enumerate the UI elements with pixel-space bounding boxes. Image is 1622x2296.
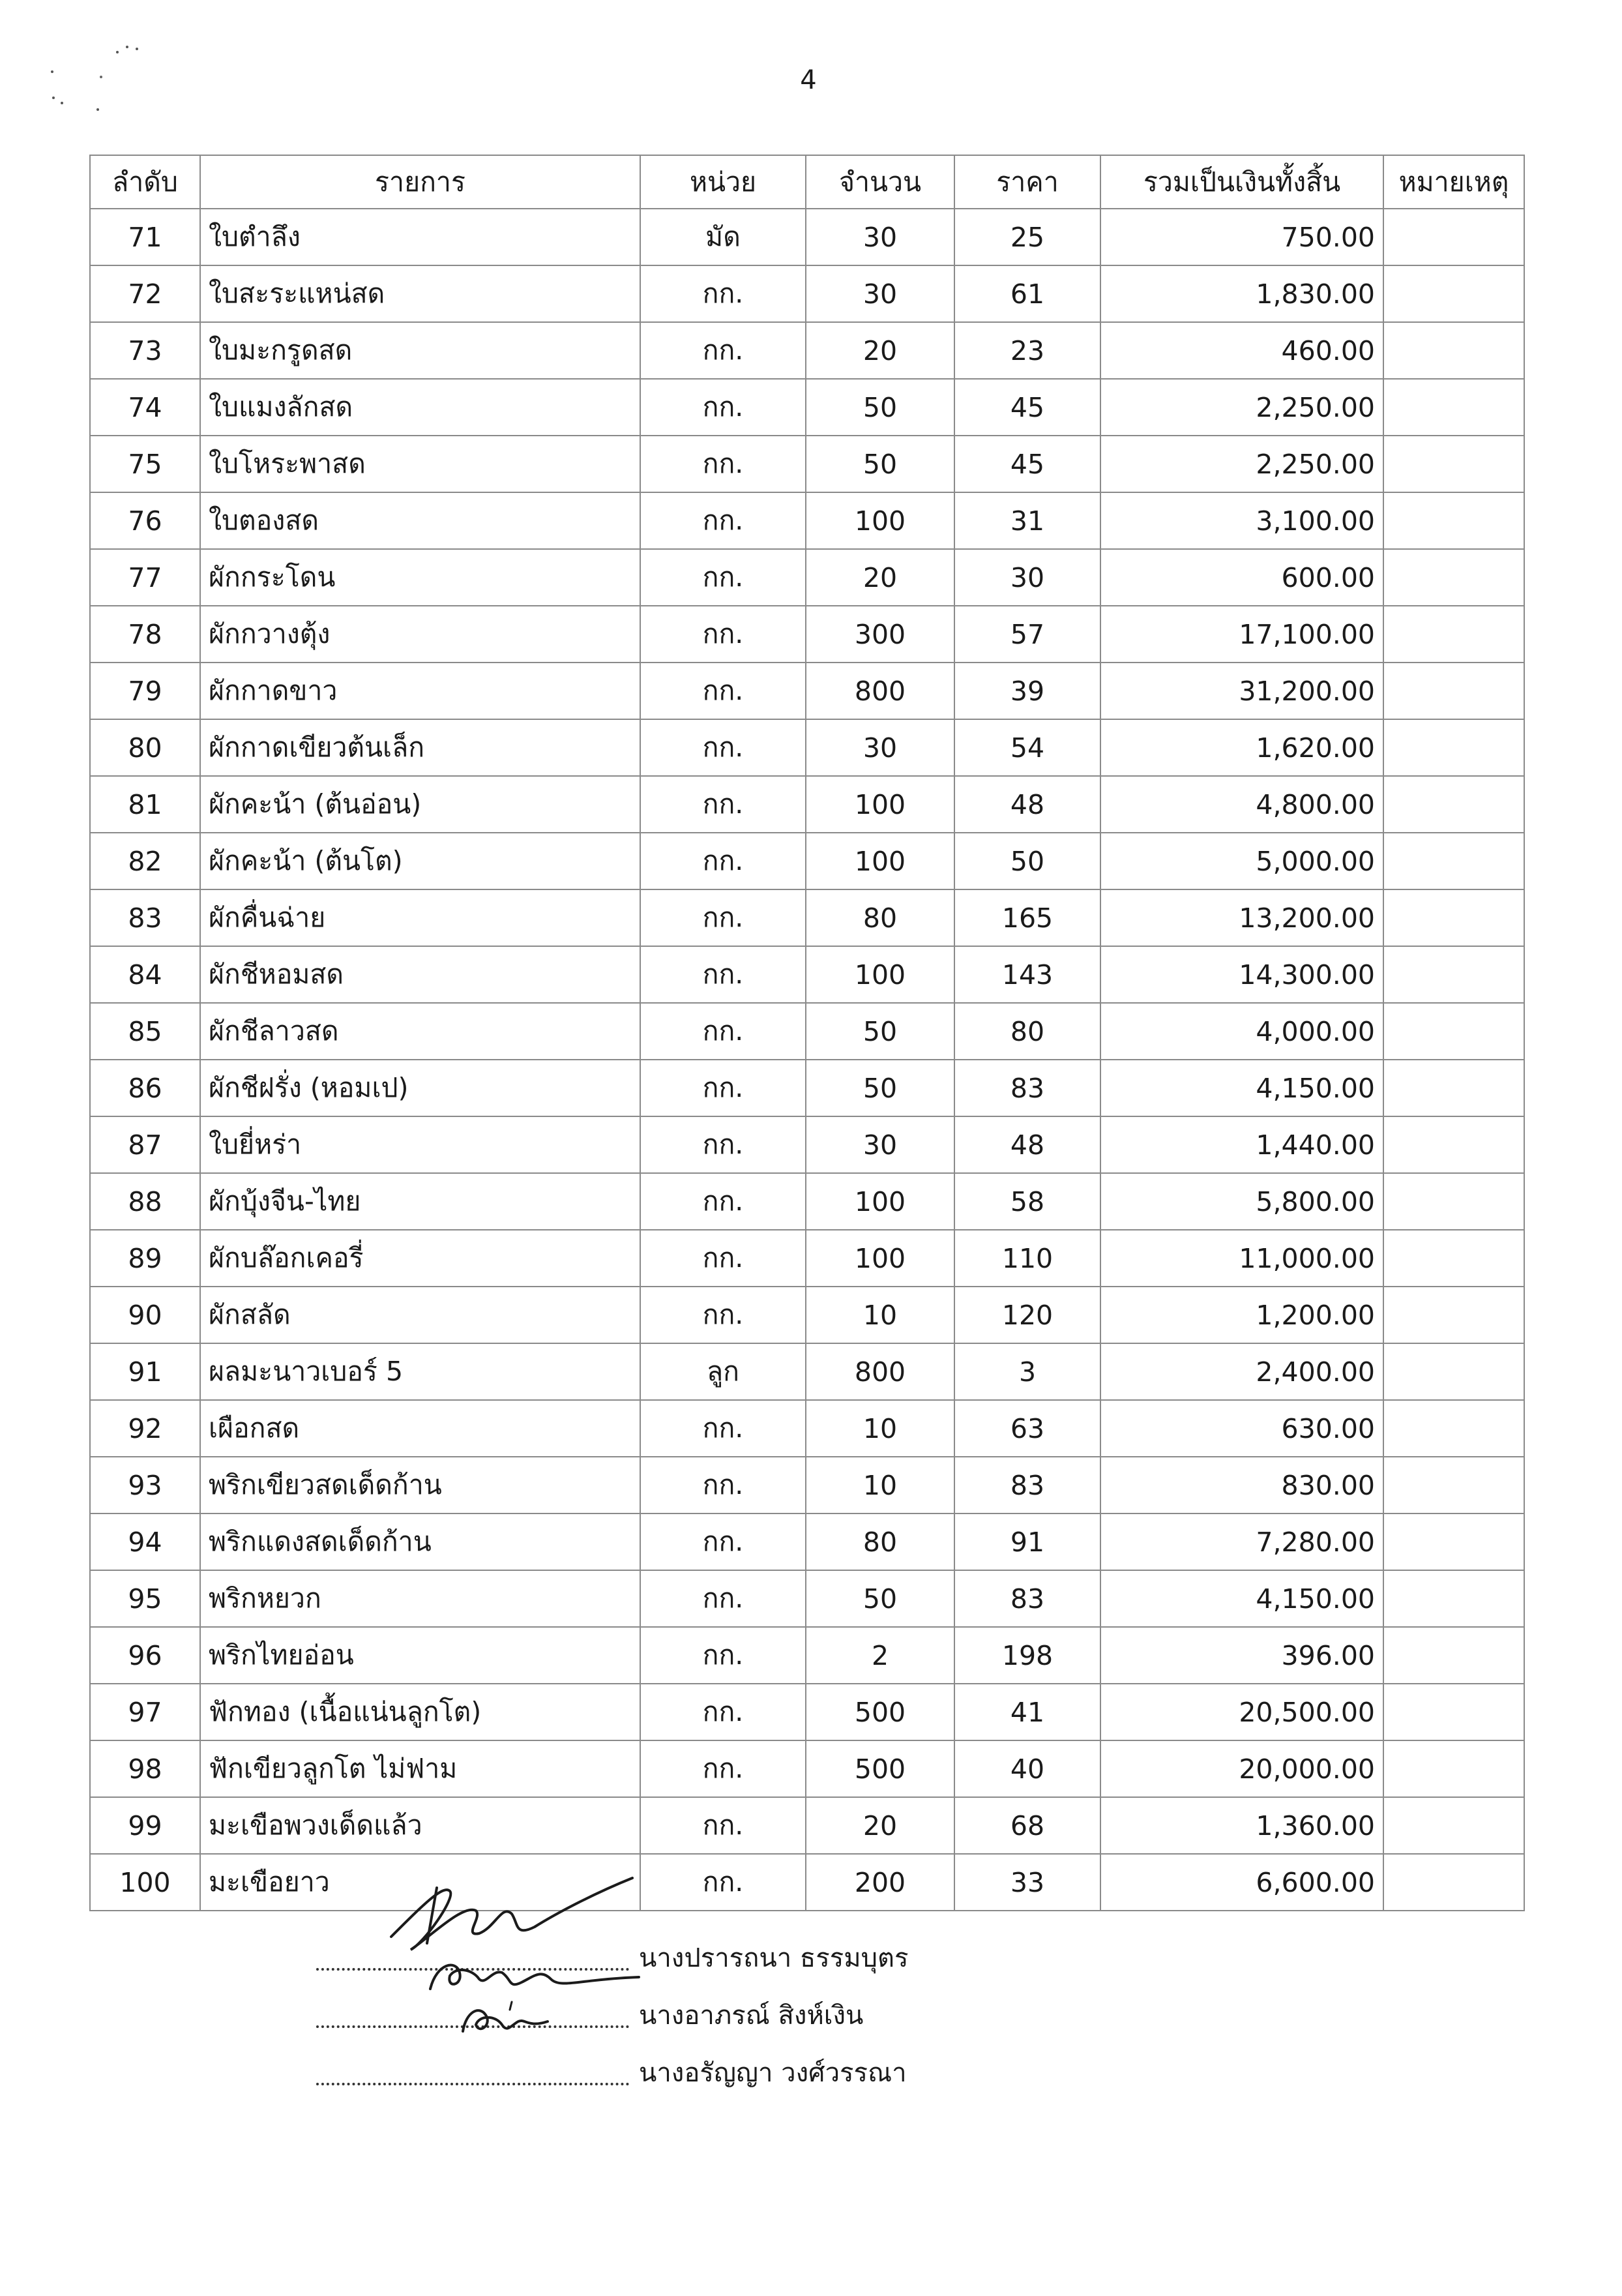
cell-remark xyxy=(1383,379,1524,436)
cell-item: ฟักเขียวลูกโต ไม่ฟาม xyxy=(200,1740,640,1797)
cell-no: 89 xyxy=(90,1230,200,1287)
cell-price: 110 xyxy=(954,1230,1100,1287)
cell-unit: กก. xyxy=(640,1116,806,1173)
cell-total: 3,100.00 xyxy=(1100,492,1383,549)
cell-remark xyxy=(1383,1287,1524,1343)
cell-price: 58 xyxy=(954,1173,1100,1230)
cell-qty: 100 xyxy=(806,946,954,1003)
cell-price: 54 xyxy=(954,719,1100,776)
cell-qty: 200 xyxy=(806,1854,954,1911)
cell-total: 460.00 xyxy=(1100,322,1383,379)
cell-item: ผักกระโดน xyxy=(200,549,640,606)
cell-remark xyxy=(1383,1740,1524,1797)
cell-no: 100 xyxy=(90,1854,200,1911)
cell-qty: 50 xyxy=(806,1003,954,1060)
cell-price: 48 xyxy=(954,776,1100,833)
cell-no: 99 xyxy=(90,1797,200,1854)
cell-price: 3 xyxy=(954,1343,1100,1400)
table-row xyxy=(90,1343,1524,1400)
cell-item: ผักกวางตุ้ง xyxy=(200,606,640,663)
cell-item: ผลมะนาวเบอร์ 5 xyxy=(200,1343,640,1400)
signatory-row xyxy=(316,1988,1033,2045)
cell-no: 72 xyxy=(90,265,200,322)
cell-unit: กก. xyxy=(640,1513,806,1570)
cell-price: 68 xyxy=(954,1797,1100,1854)
cell-remark xyxy=(1383,322,1524,379)
cell-price: 23 xyxy=(954,322,1100,379)
cell-unit: กก. xyxy=(640,379,806,436)
table-row xyxy=(90,833,1524,889)
cell-item: ใบตำลึง xyxy=(200,209,640,265)
table-row xyxy=(90,1627,1524,1684)
cell-no: 87 xyxy=(90,1116,200,1173)
table-row xyxy=(90,1400,1524,1457)
cell-unit: กก. xyxy=(640,1740,806,1797)
cell-unit: กก. xyxy=(640,1684,806,1740)
cell-item: ผักกาดขาว xyxy=(200,663,640,719)
table-row xyxy=(90,265,1524,322)
cell-unit: กก. xyxy=(640,606,806,663)
table-row xyxy=(90,1116,1524,1173)
cell-unit: กก. xyxy=(640,1797,806,1854)
col-header-qty: จำนวน xyxy=(806,155,954,209)
cell-no: 97 xyxy=(90,1684,200,1740)
table-row xyxy=(90,549,1524,606)
table-header-row xyxy=(90,155,1524,209)
col-header-no: ลำดับ xyxy=(90,155,200,209)
cell-unit: กก. xyxy=(640,265,806,322)
table-row xyxy=(90,889,1524,946)
cell-price: 30 xyxy=(954,549,1100,606)
cell-remark xyxy=(1383,1457,1524,1513)
cell-price: 83 xyxy=(954,1570,1100,1627)
col-header-unit: หน่วย xyxy=(640,155,806,209)
table-row xyxy=(90,1173,1524,1230)
scan-speckles xyxy=(39,33,170,130)
table-body xyxy=(90,209,1524,1911)
table-row xyxy=(90,663,1524,719)
table-row xyxy=(90,1457,1524,1513)
cell-unit: กก. xyxy=(640,1230,806,1287)
cell-total: 1,620.00 xyxy=(1100,719,1383,776)
cell-total: 1,830.00 xyxy=(1100,265,1383,322)
cell-total: 2,250.00 xyxy=(1100,379,1383,436)
cell-unit: กก. xyxy=(640,1003,806,1060)
cell-item: ผักคื่นฉ่าย xyxy=(200,889,640,946)
cell-remark xyxy=(1383,549,1524,606)
cell-total: 6,600.00 xyxy=(1100,1854,1383,1911)
cell-total: 1,200.00 xyxy=(1100,1287,1383,1343)
cell-no: 96 xyxy=(90,1627,200,1684)
cell-item: พริกเขียวสดเด็ดก้าน xyxy=(200,1457,640,1513)
cell-remark xyxy=(1383,1343,1524,1400)
cell-total: 14,300.00 xyxy=(1100,946,1383,1003)
cell-item: ผักบุ้งจีน-ไทย xyxy=(200,1173,640,1230)
table-row xyxy=(90,209,1524,265)
cell-remark xyxy=(1383,209,1524,265)
cell-qty: 10 xyxy=(806,1287,954,1343)
cell-price: 143 xyxy=(954,946,1100,1003)
cell-total: 1,440.00 xyxy=(1100,1116,1383,1173)
cell-total: 13,200.00 xyxy=(1100,889,1383,946)
signatory-name: นางอาภรณ์ สิงห์เงิน xyxy=(639,2001,864,2031)
cell-total: 7,280.00 xyxy=(1100,1513,1383,1570)
cell-item: มะเขือพวงเด็ดแล้ว xyxy=(200,1797,640,1854)
cell-remark xyxy=(1383,1570,1524,1627)
cell-qty: 80 xyxy=(806,1513,954,1570)
cell-price: 57 xyxy=(954,606,1100,663)
cell-price: 48 xyxy=(954,1116,1100,1173)
cell-no: 83 xyxy=(90,889,200,946)
table-row xyxy=(90,436,1524,492)
table-row xyxy=(90,322,1524,379)
cell-price: 63 xyxy=(954,1400,1100,1457)
cell-qty: 30 xyxy=(806,265,954,322)
cell-unit: กก. xyxy=(640,492,806,549)
cell-total: 11,000.00 xyxy=(1100,1230,1383,1287)
cell-qty: 500 xyxy=(806,1740,954,1797)
cell-unit: กก. xyxy=(640,549,806,606)
cell-price: 50 xyxy=(954,833,1100,889)
cell-qty: 50 xyxy=(806,1570,954,1627)
cell-unit: กก. xyxy=(640,1854,806,1911)
cell-remark xyxy=(1383,1627,1524,1684)
table-row xyxy=(90,492,1524,549)
cell-remark xyxy=(1383,436,1524,492)
cell-total: 2,250.00 xyxy=(1100,436,1383,492)
cell-no: 84 xyxy=(90,946,200,1003)
table-row xyxy=(90,1740,1524,1797)
signature-line xyxy=(316,1999,629,2028)
cell-qty: 2 xyxy=(806,1627,954,1684)
cell-qty: 10 xyxy=(806,1400,954,1457)
cell-total: 5,000.00 xyxy=(1100,833,1383,889)
cell-unit: กก. xyxy=(640,1173,806,1230)
cell-no: 79 xyxy=(90,663,200,719)
cell-unit: กก. xyxy=(640,1287,806,1343)
col-header-price: ราคา xyxy=(954,155,1100,209)
cell-remark xyxy=(1383,833,1524,889)
cell-qty: 800 xyxy=(806,1343,954,1400)
cell-no: 77 xyxy=(90,549,200,606)
cell-item: ผักชีลาวสด xyxy=(200,1003,640,1060)
cell-unit: กก. xyxy=(640,889,806,946)
cell-qty: 30 xyxy=(806,719,954,776)
cell-unit: กก. xyxy=(640,719,806,776)
table-row xyxy=(90,1003,1524,1060)
cell-total: 20,500.00 xyxy=(1100,1684,1383,1740)
cell-remark xyxy=(1383,492,1524,549)
cell-item: ผักคะน้า (ต้นโต) xyxy=(200,833,640,889)
table-row xyxy=(90,1797,1524,1854)
cell-total: 5,800.00 xyxy=(1100,1173,1383,1230)
cell-price: 198 xyxy=(954,1627,1100,1684)
cell-no: 74 xyxy=(90,379,200,436)
cell-item: เผือกสด xyxy=(200,1400,640,1457)
col-header-total: รวมเป็นเงินทั้งสิ้น xyxy=(1100,155,1383,209)
cell-total: 1,360.00 xyxy=(1100,1797,1383,1854)
table-row xyxy=(90,1684,1524,1740)
cell-no: 91 xyxy=(90,1343,200,1400)
cell-no: 73 xyxy=(90,322,200,379)
cell-qty: 20 xyxy=(806,322,954,379)
cell-unit: กก. xyxy=(640,663,806,719)
cell-remark xyxy=(1383,889,1524,946)
cell-total: 20,000.00 xyxy=(1100,1740,1383,1797)
cell-remark xyxy=(1383,265,1524,322)
cell-total: 4,150.00 xyxy=(1100,1570,1383,1627)
cell-item: ผักบล๊อกเคอรี่ xyxy=(200,1230,640,1287)
cell-unit: กก. xyxy=(640,436,806,492)
cell-price: 25 xyxy=(954,209,1100,265)
cell-item: มะเขือยาว xyxy=(200,1854,640,1911)
cell-unit: กก. xyxy=(640,776,806,833)
cell-item: ผักกาดเขียวต้นเล็ก xyxy=(200,719,640,776)
cell-remark xyxy=(1383,1854,1524,1911)
signature-line xyxy=(316,2057,629,2085)
cell-remark xyxy=(1383,1230,1524,1287)
cell-no: 80 xyxy=(90,719,200,776)
cell-total: 830.00 xyxy=(1100,1457,1383,1513)
table-row xyxy=(90,606,1524,663)
cell-item: ใบแมงลักสด xyxy=(200,379,640,436)
cell-qty: 100 xyxy=(806,776,954,833)
cell-remark xyxy=(1383,946,1524,1003)
cell-no: 98 xyxy=(90,1740,200,1797)
cell-total: 750.00 xyxy=(1100,209,1383,265)
cell-price: 83 xyxy=(954,1457,1100,1513)
cell-unit: กก. xyxy=(640,1570,806,1627)
table-row xyxy=(90,1287,1524,1343)
cell-price: 91 xyxy=(954,1513,1100,1570)
cell-remark xyxy=(1383,776,1524,833)
cell-item: พริกหยวก xyxy=(200,1570,640,1627)
cell-qty: 10 xyxy=(806,1457,954,1513)
cell-price: 31 xyxy=(954,492,1100,549)
cell-price: 39 xyxy=(954,663,1100,719)
cell-item: ใบโหระพาสด xyxy=(200,436,640,492)
cell-qty: 100 xyxy=(806,1173,954,1230)
cell-total: 17,100.00 xyxy=(1100,606,1383,663)
cell-remark xyxy=(1383,719,1524,776)
cell-no: 95 xyxy=(90,1570,200,1627)
signatory-name: นางอรัญญา วงศ์วรรณา xyxy=(639,2058,907,2088)
table-row xyxy=(90,379,1524,436)
col-header-item: รายการ xyxy=(200,155,640,209)
cell-no: 94 xyxy=(90,1513,200,1570)
cell-no: 90 xyxy=(90,1287,200,1343)
cell-item: ใบยี่หร่า xyxy=(200,1116,640,1173)
cell-no: 81 xyxy=(90,776,200,833)
page-number: 4 xyxy=(800,65,817,95)
cell-qty: 20 xyxy=(806,1797,954,1854)
cell-total: 600.00 xyxy=(1100,549,1383,606)
cell-price: 45 xyxy=(954,379,1100,436)
cell-qty: 300 xyxy=(806,606,954,663)
cell-price: 165 xyxy=(954,889,1100,946)
cell-item: ใบมะกรูดสด xyxy=(200,322,640,379)
cell-remark xyxy=(1383,1513,1524,1570)
cell-remark xyxy=(1383,663,1524,719)
cell-total: 31,200.00 xyxy=(1100,663,1383,719)
cell-price: 45 xyxy=(954,436,1100,492)
cell-no: 92 xyxy=(90,1400,200,1457)
cell-total: 396.00 xyxy=(1100,1627,1383,1684)
cell-unit: ลูก xyxy=(640,1343,806,1400)
cell-qty: 100 xyxy=(806,492,954,549)
cell-item: ฟักทอง (เนื้อแน่นลูกโต) xyxy=(200,1684,640,1740)
cell-total: 630.00 xyxy=(1100,1400,1383,1457)
cell-price: 33 xyxy=(954,1854,1100,1911)
cell-price: 120 xyxy=(954,1287,1100,1343)
cell-qty: 50 xyxy=(806,1060,954,1116)
cell-item: ใบสะระแหน่สด xyxy=(200,265,640,322)
cell-no: 78 xyxy=(90,606,200,663)
cell-unit: กก. xyxy=(640,946,806,1003)
signature-block xyxy=(316,1930,1033,2102)
cell-no: 71 xyxy=(90,209,200,265)
cell-qty: 800 xyxy=(806,663,954,719)
cell-qty: 100 xyxy=(806,1230,954,1287)
table-row xyxy=(90,1513,1524,1570)
cell-unit: กก. xyxy=(640,1060,806,1116)
table-row xyxy=(90,1854,1524,1911)
cell-price: 83 xyxy=(954,1060,1100,1116)
cell-remark xyxy=(1383,1684,1524,1740)
cell-qty: 80 xyxy=(806,889,954,946)
cell-total: 4,150.00 xyxy=(1100,1060,1383,1116)
cell-item: พริกไทยอ่อน xyxy=(200,1627,640,1684)
cell-item: ผักสลัด xyxy=(200,1287,640,1343)
cell-price: 40 xyxy=(954,1740,1100,1797)
cell-qty: 50 xyxy=(806,436,954,492)
cell-remark xyxy=(1383,1797,1524,1854)
cell-qty: 500 xyxy=(806,1684,954,1740)
cell-price: 80 xyxy=(954,1003,1100,1060)
signatory-row xyxy=(316,2045,1033,2102)
cell-qty: 30 xyxy=(806,1116,954,1173)
cell-remark xyxy=(1383,1173,1524,1230)
cell-remark xyxy=(1383,606,1524,663)
cell-total: 4,000.00 xyxy=(1100,1003,1383,1060)
items-table xyxy=(89,155,1525,1911)
cell-no: 93 xyxy=(90,1457,200,1513)
table-row xyxy=(90,1570,1524,1627)
cell-price: 41 xyxy=(954,1684,1100,1740)
cell-no: 88 xyxy=(90,1173,200,1230)
cell-total: 2,400.00 xyxy=(1100,1343,1383,1400)
signature-line xyxy=(316,1942,629,1971)
cell-remark xyxy=(1383,1060,1524,1116)
cell-item: พริกแดงสดเด็ดก้าน xyxy=(200,1513,640,1570)
cell-item: ใบตองสด xyxy=(200,492,640,549)
signatory-row xyxy=(316,1930,1033,1988)
cell-no: 75 xyxy=(90,436,200,492)
cell-unit: กก. xyxy=(640,1627,806,1684)
cell-remark xyxy=(1383,1400,1524,1457)
cell-unit: กก. xyxy=(640,1457,806,1513)
table-row xyxy=(90,1230,1524,1287)
cell-unit: กก. xyxy=(640,1400,806,1457)
table-row xyxy=(90,946,1524,1003)
table-row xyxy=(90,1060,1524,1116)
cell-remark xyxy=(1383,1003,1524,1060)
cell-qty: 30 xyxy=(806,209,954,265)
cell-unit: กก. xyxy=(640,322,806,379)
cell-qty: 50 xyxy=(806,379,954,436)
cell-unit: มัด xyxy=(640,209,806,265)
signatory-name: นางปรารถนา ธรรมบุตร xyxy=(639,1943,909,1973)
cell-unit: กก. xyxy=(640,833,806,889)
cell-no: 82 xyxy=(90,833,200,889)
cell-qty: 20 xyxy=(806,549,954,606)
cell-item: ผักชีหอมสด xyxy=(200,946,640,1003)
cell-item: ผักคะน้า (ต้นอ่อน) xyxy=(200,776,640,833)
cell-remark xyxy=(1383,1116,1524,1173)
cell-price: 61 xyxy=(954,265,1100,322)
table-row xyxy=(90,776,1524,833)
col-header-remark: หมายเหตุ xyxy=(1383,155,1524,209)
cell-qty: 100 xyxy=(806,833,954,889)
cell-no: 76 xyxy=(90,492,200,549)
cell-no: 86 xyxy=(90,1060,200,1116)
cell-total: 4,800.00 xyxy=(1100,776,1383,833)
table-row xyxy=(90,719,1524,776)
cell-no: 85 xyxy=(90,1003,200,1060)
cell-item: ผักชีฝรั่ง (หอมเป) xyxy=(200,1060,640,1116)
